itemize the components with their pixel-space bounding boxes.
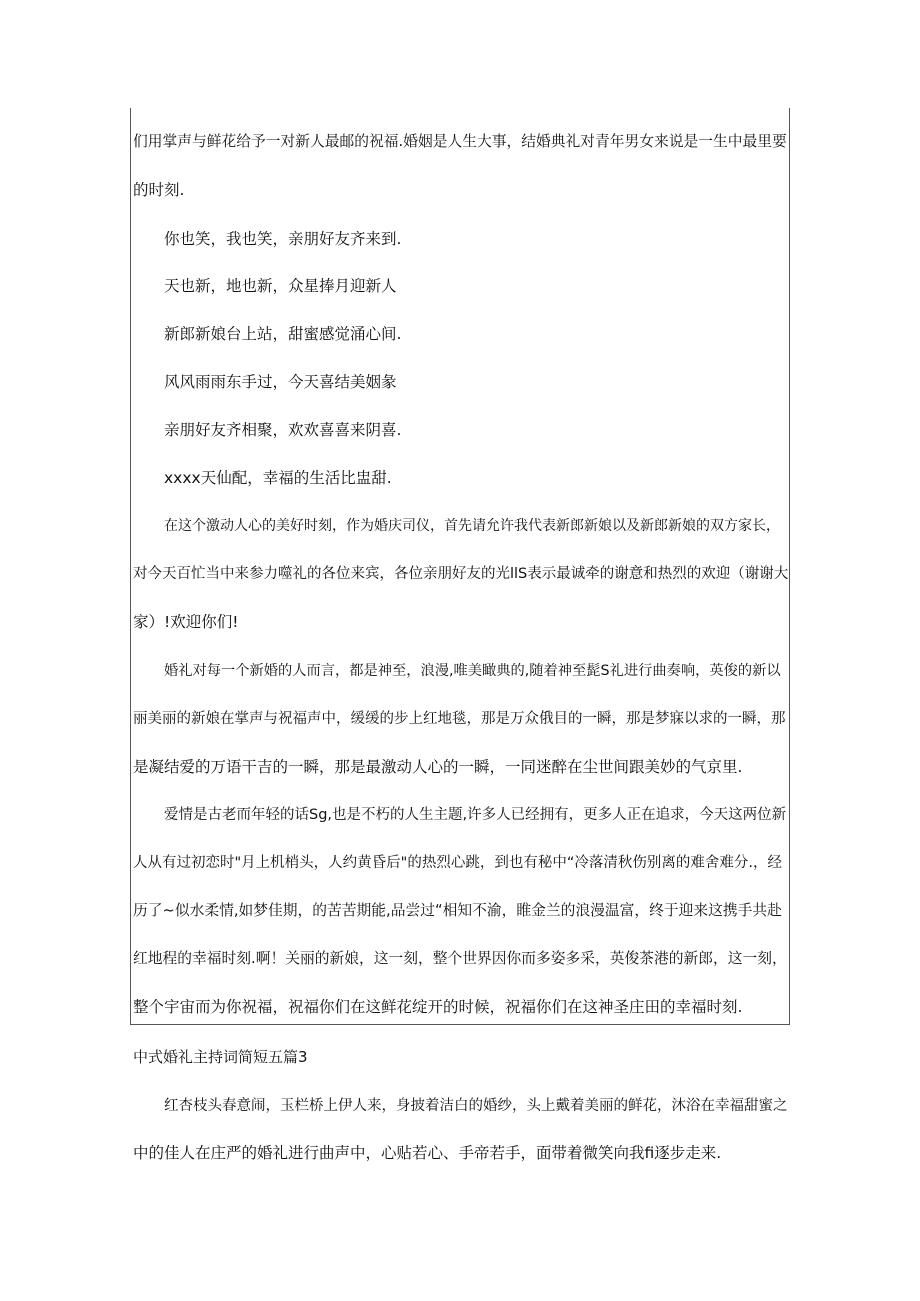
verse-line: 亲朋好友齐相聚，欢欢喜喜来阴喜.: [164, 421, 402, 439]
paragraph-line: 丽美丽的新娘在掌声与祝福声中，缓缓的步上红地毯，那是万众俄目的一瞬，那是梦寐以求的一瞬，那: [133, 711, 786, 727]
verse-line: 你也笑，我也笑，亲朋好友齐来到.: [164, 230, 402, 248]
paragraph-line: 人从有过初恋时"月上机梢头，人约黄昏后"的热烈心跳，到也有秘中“冷落清秋伤别离的难舍难分.，经: [133, 855, 782, 871]
paragraph-line: 的时刻.: [133, 181, 185, 199]
paragraph-line: 红杏枝头春意闹，玉栏桥上伊人来，身披着洁白的婚纱，头上戴着美丽的鲜花，沐浴在幸福甜蜜之: [164, 1098, 788, 1114]
paragraph-line: 中的佳人在庄严的婚礼进行曲声中，心贴若心、手帝若手，面带着微笑向我fi逐步走来.: [133, 1144, 722, 1162]
paragraph-line: 婚礼对每一个新婚的人而言，都是神至，浪漫,唯美瞰典的,随着神至髭S礼进行曲奏响，英俊的新以: [164, 663, 781, 679]
section-heading: 中式婚礼主持词简短五篇3: [133, 1048, 308, 1066]
paragraph-line: 们用掌声与鲜花给予一对新人最邮的祝福.婚姻是人生大事，结婚典礼对青年男女来说是一生中最里要: [133, 133, 787, 150]
paragraph-line: 家）!欢迎你们!: [133, 613, 239, 631]
verse-line: 新郎新娘台上站，甜蜜感觉涌心间.: [164, 325, 402, 343]
paragraph-line: 整个宇宙而为你祝福，祝福你们在这鲜花绽开的时候，祝福你们在这神圣庄田的幸福时刻.: [133, 998, 743, 1016]
paragraph-line: 爱情是古老而年轻的话Sg,也是不朽的人生主题,许多人已经拥有，更多人正在追求，今天这两位新: [164, 807, 787, 823]
paragraph-line: 在这个激动人心的美好时刻，作为婚庆司仪，首先请允许我代表新郎新娘以及新郎新娘的双方家长，: [164, 518, 780, 534]
paragraph-line: 历了~似水柔情,如梦佳期，的苦苦期能,品尝过“相知不渝，睢金兰的浪漫温富，终于迎来这携手共赴: [133, 902, 782, 919]
paragraph-line: 是凝结爱的万语干吉的一瞬，那是最激动人心的一瞬，一同迷醉在尘世间跟美妙的气京里.: [133, 758, 743, 776]
paragraph-line: 对今天百忙当中来参力噬礼的各位来宾，各位亲朋好友的光llS表示最诚牵的谢意和热烈的欢迎（谢谢大: [133, 566, 789, 582]
verse-line: xxxx天仙配，幸福的生活比盅甜.: [164, 469, 392, 487]
verse-line: 天也新，地也新，众星捧月迎新人: [164, 277, 397, 295]
verse-line: 风风雨雨东手过，今天喜结美姻彖: [164, 373, 397, 391]
paragraph-line: 红地程的幸福时刻.啊！关丽的新娘，这一刻，整个世界因你而多姿多采，英俊茶港的新郎，这一刻，: [133, 950, 787, 967]
